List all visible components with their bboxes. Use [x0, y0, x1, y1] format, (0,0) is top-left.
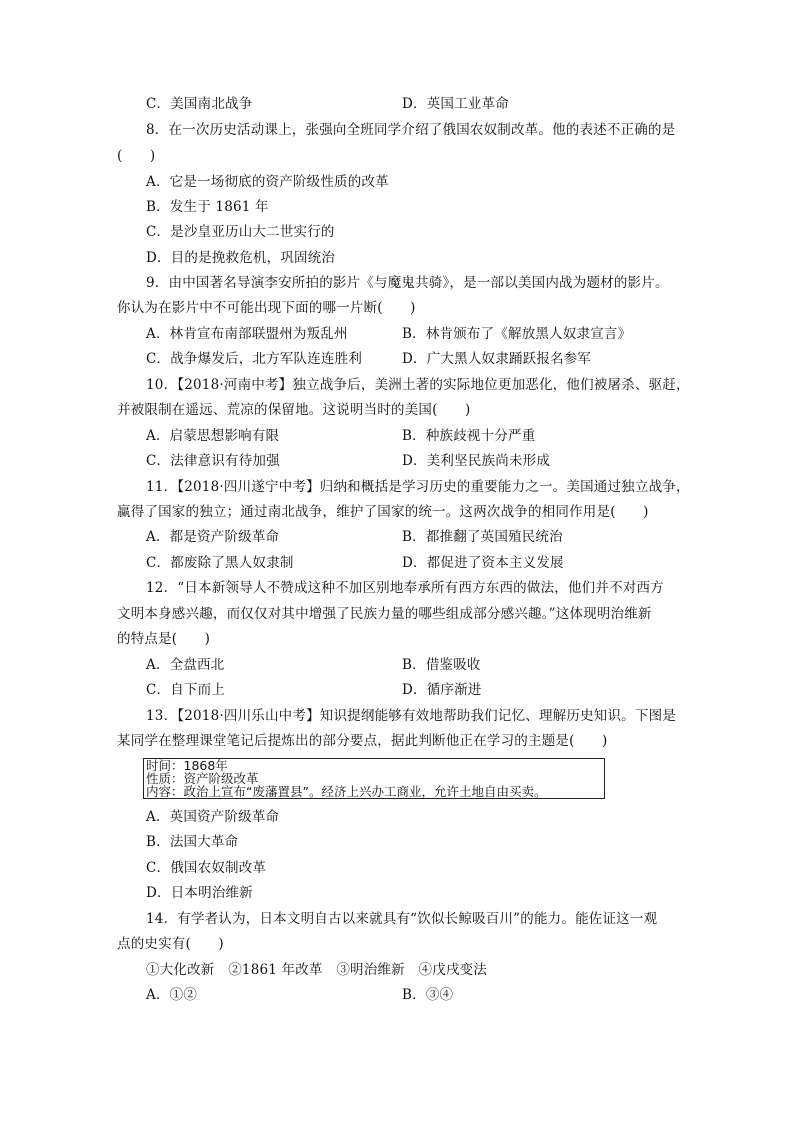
- q14-option-a: A．①②: [146, 987, 198, 1003]
- q8-option-a: A．它是一场彻底的资产阶级性质的改革: [146, 174, 389, 190]
- q12-option-b: B．借鉴吸收: [402, 657, 481, 673]
- note-content: 内容：政治上宣布“废藩置县”。经济上兴办工商业，允许土地自由买卖。: [146, 784, 547, 799]
- q11-option-b: B．都推翻了英国殖民统治: [402, 529, 563, 545]
- q8-stem-line-2: ( ): [117, 148, 156, 164]
- q13-stem-line-2: 某同学在整理课堂笔记后提炼出的部分要点，据此判断他正在学习的主题是( ): [117, 733, 608, 749]
- q12-stem-line-1: 12．“日本新领导人不赞成这种不加区别地奉承所有西方东西的做法，他们并不对西方: [146, 580, 664, 596]
- q12-option-a: A．全盘西北: [146, 657, 225, 673]
- q11-option-c: C．都废除了黑人奴隶制: [146, 555, 294, 571]
- q11-stem-line-1: 11．【2018·四川遂宁中考】归纳和概括是学习历史的重要能力之一。美国通过独立战争，: [146, 479, 690, 495]
- note-nature: 性质：资产阶级改革: [146, 771, 259, 786]
- q14-option-b: B．③④: [402, 987, 454, 1003]
- q14-items: ①大化改新 ②1861 年改革 ③明治维新 ④戊戌变法: [146, 962, 488, 978]
- q11-stem-line-2: 赢得了国家的独立；通过南北战争，维护了国家的统一。这两次战争的相同作用是( ): [117, 504, 649, 520]
- q12-option-d: D．循序渐进: [402, 682, 482, 698]
- q7-option-c: C．美国南北战争: [146, 96, 253, 112]
- q8-option-d: D．目的是挽救危机，巩固统治: [146, 250, 336, 266]
- q9-option-c: C．战争爆发后，北方军队连连胜利: [146, 351, 363, 367]
- class-notes-box: [143, 758, 605, 799]
- q7-option-d: D．英国工业革命: [402, 96, 509, 112]
- q13-stem-line-1: 13．【2018·四川乐山中考】知识提纲能够有效地帮助我们记忆、理解历史知识。下图是: [146, 708, 676, 724]
- q9-stem-line-2: 你认为在影片中不可能出现下面的哪一片断( ): [117, 300, 416, 316]
- q11-option-a: A．都是资产阶级革命: [146, 529, 280, 545]
- q13-option-b: B．法国大革命: [146, 834, 239, 850]
- q9-option-d: D．广大黑人奴隶踊跃报名参军: [402, 351, 592, 367]
- q9-option-a: A．林肯宣布南部联盟州为叛乱州: [146, 326, 348, 342]
- q8-stem-line-1: 8．在一次历史活动课上，张强向全班同学介绍了俄国农奴制改革。他的表述不正确的是: [146, 122, 676, 138]
- q14-stem-line-1: 14．有学者认为，日本文明自古以来就具有“饮似长鲸吸百川”的能力。能佐证这一观: [146, 911, 658, 927]
- q9-option-b: B．林肯颁布了《解放黑人奴隶宣言》: [402, 326, 632, 342]
- note-time: 时间：1868年: [146, 758, 228, 773]
- q9-stem-line-1: 9．由中国著名导演李安所拍的影片《与魔鬼共骑》，是一部以美国内战为题材的影片。: [146, 275, 669, 291]
- q13-option-c: C．俄国农奴制改革: [146, 860, 267, 876]
- q10-stem-line-2: 并被限制在遥远、荒凉的保留地。这说明当时的美国( ): [117, 402, 471, 418]
- q13-option-d: D．日本明治维新: [146, 885, 253, 901]
- q10-option-c: C．法律意识有待加强: [146, 453, 280, 469]
- q14-stem-line-2: 点的史实有( ): [117, 936, 224, 952]
- q10-option-b: B．种族歧视十分严重: [402, 428, 536, 444]
- q8-option-c: C．是沙皇亚历山大二世实行的: [146, 224, 335, 240]
- q13-option-a: A．英国资产阶级革命: [146, 809, 280, 825]
- q11-option-d: D．都促进了资本主义发展: [402, 555, 564, 571]
- q10-option-a: A．启蒙思想影响有限: [146, 428, 280, 444]
- q12-option-c: C．自下而上: [146, 682, 226, 698]
- q12-stem-line-3: 的特点是( ): [117, 631, 211, 647]
- q8-option-b: B．发生于 1861 年: [146, 199, 269, 215]
- q12-stem-line-2: 文明本身感兴趣，而仅仅对其中增强了民族力量的哪些组成部分感兴趣。”这体现明治维新: [117, 606, 652, 622]
- q10-stem-line-1: 10．【2018·河南中考】独立战争后，美洲土著的实际地位更加恶化，他们被屠杀、驱赶，: [146, 377, 690, 393]
- q10-option-d: D．美利坚民族尚未形成: [402, 453, 551, 469]
